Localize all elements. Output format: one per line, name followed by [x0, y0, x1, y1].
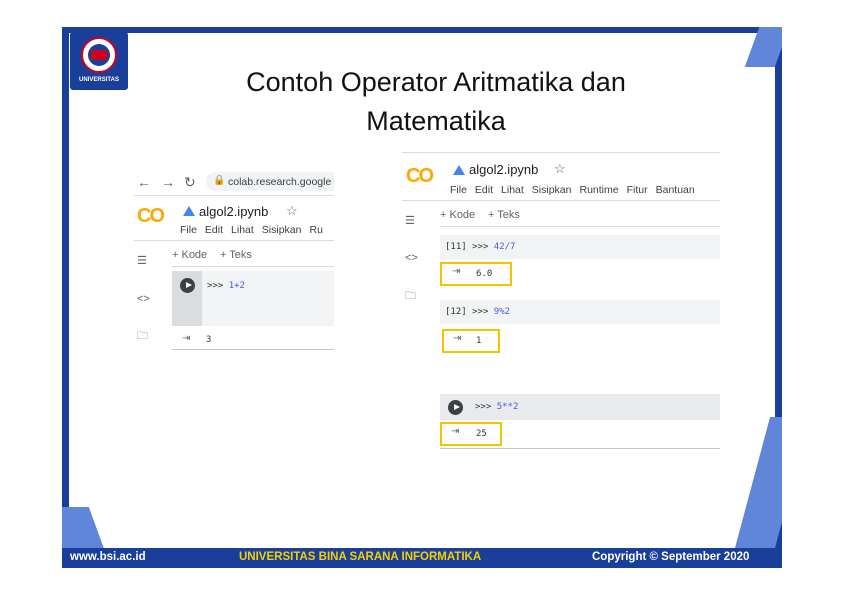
- files-folder-icon[interactable]: 🗀: [137, 330, 148, 342]
- menu-sisipkan-right[interactable]: Sisipkan: [531, 184, 572, 196]
- drive-icon-right: [453, 165, 465, 175]
- add-text-button-right[interactable]: + Teks: [488, 209, 520, 221]
- menu-edit[interactable]: Edit: [204, 224, 224, 236]
- top-band: [62, 27, 782, 33]
- cell-3-output: 25: [476, 429, 487, 439]
- menu-file[interactable]: File: [180, 224, 197, 236]
- notebook-name[interactable]: algol2.ipynb: [199, 204, 269, 219]
- forward-arrow-icon[interactable]: →: [161, 174, 175, 190]
- code-snippets-icon[interactable]: <>: [137, 293, 150, 305]
- footer-university: UNIVERSITAS BINA SARANA INFORMATIKA: [239, 551, 482, 563]
- code-cell[interactable]: [172, 271, 334, 326]
- cell-2-output: 1: [476, 336, 482, 346]
- bottom-left-accent: [62, 507, 105, 552]
- colab-logo-icon: CO: [137, 205, 163, 227]
- code-cell-2[interactable]: [440, 300, 720, 324]
- menu-bar: [180, 224, 331, 236]
- colab-logo-icon-right: CO: [406, 165, 432, 187]
- cell-output: 3: [206, 335, 212, 345]
- menu-runtime-right[interactable]: Runtime: [579, 184, 619, 196]
- menu-edit-right[interactable]: Edit: [474, 184, 494, 196]
- address-text: colab.research.google: [228, 176, 332, 188]
- run-cell-3-icon[interactable]: [448, 400, 463, 415]
- output-icon: ⇥: [182, 333, 191, 344]
- run-cell-icon[interactable]: [180, 278, 195, 293]
- menu-lihat-right[interactable]: Lihat: [501, 184, 524, 196]
- add-code-button-right[interactable]: + Kode: [440, 209, 476, 221]
- drive-icon: [183, 206, 195, 216]
- code-cell-3[interactable]: [440, 394, 720, 420]
- table-of-contents-icon[interactable]: ☰: [137, 255, 147, 267]
- top-right-accent: [745, 27, 782, 67]
- cell-3-expression: 5**2: [496, 402, 519, 412]
- cell-3-code: [475, 402, 518, 412]
- bottom-right-accent: [734, 417, 782, 552]
- menu-bantuan-right[interactable]: Bantuan: [655, 184, 695, 196]
- cell-2-prompt: >>>: [472, 307, 489, 317]
- menu-lihat[interactable]: Lihat: [231, 224, 254, 236]
- cell-2-output-highlight: [442, 329, 500, 353]
- slide-title: [182, 63, 690, 141]
- code-snippets-icon-right[interactable]: <>: [405, 252, 418, 264]
- left-band: [62, 27, 69, 568]
- slide: [62, 27, 782, 568]
- add-code-button[interactable]: + Kode: [172, 249, 208, 261]
- cell-1-prompt: >>>: [472, 242, 489, 252]
- cell-3-prompt: >>>: [475, 402, 492, 412]
- cell-code: [207, 281, 245, 291]
- output-icon-3: ⇥: [451, 426, 460, 437]
- menu-runtime[interactable]: Ru: [309, 224, 323, 236]
- menu-file-right[interactable]: File: [450, 184, 467, 196]
- cell-1-label: [11]: [445, 242, 467, 252]
- table-of-contents-icon-right[interactable]: ☰: [405, 215, 415, 227]
- notebook-name-right[interactable]: algol2.ipynb: [469, 162, 539, 177]
- output-icon-1: ⇥: [452, 266, 461, 277]
- menu-fitur-right[interactable]: Fitur: [626, 184, 648, 196]
- right-colab-screenshot-bottom: [440, 420, 720, 452]
- logo-text: UNIVERSITAS: [79, 77, 119, 83]
- menu-bar-right: [450, 184, 703, 196]
- star-icon-right[interactable]: ☆: [554, 161, 566, 176]
- address-bar[interactable]: [206, 172, 334, 191]
- lock-icon: 🔒: [213, 175, 226, 186]
- cell-1-output: 6.0: [476, 269, 493, 279]
- footer-website: www.bsi.ac.id: [70, 551, 146, 563]
- output-icon-2: ⇥: [453, 333, 462, 344]
- right-colab-screenshot: [402, 152, 720, 422]
- cell-2-label: [12]: [445, 307, 467, 317]
- code-cell-1[interactable]: [440, 235, 720, 259]
- cell-3-output-highlight: [440, 422, 502, 446]
- files-folder-icon-right[interactable]: 🗀: [405, 290, 416, 302]
- back-arrow-icon[interactable]: ←: [137, 174, 151, 190]
- title-line-1: Contoh Operator Aritmatika dan: [246, 67, 626, 97]
- footer-copyright: Copyright © September 2020: [592, 551, 750, 563]
- footer-bar: [62, 548, 782, 568]
- reload-icon[interactable]: ↻: [184, 174, 196, 190]
- cell-1-code: [445, 242, 515, 252]
- left-colab-screenshot: [134, 167, 334, 367]
- star-icon[interactable]: ☆: [286, 203, 298, 218]
- title-line-2: Matematika: [366, 106, 506, 136]
- cell-2-code: [445, 307, 510, 317]
- cell-expression: 1+2: [228, 281, 245, 291]
- cell-2-expression: 9%2: [493, 307, 511, 317]
- cell-prompt: >>>: [207, 281, 224, 291]
- cell-1-expression: 42/7: [493, 242, 516, 252]
- add-text-button[interactable]: + Teks: [220, 249, 252, 261]
- menu-sisipkan[interactable]: Sisipkan: [261, 224, 302, 236]
